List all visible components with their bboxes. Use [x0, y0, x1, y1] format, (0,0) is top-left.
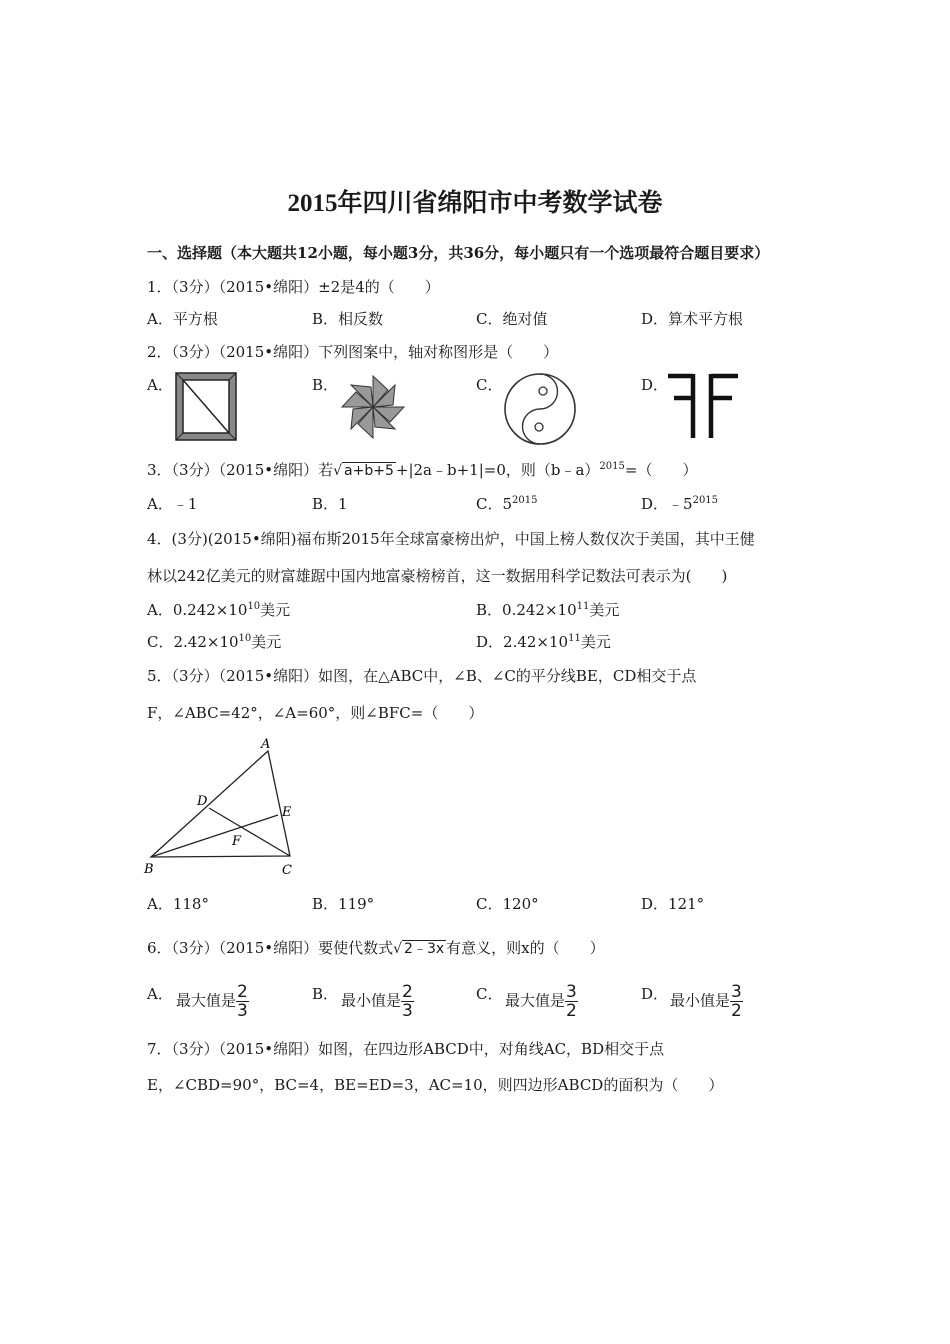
q6-option-b-num: 2	[402, 982, 413, 1002]
q4-option-a-base: A．0.242×10	[147, 601, 248, 619]
q2-stem: 2．（3分）（2015•绵阳）下列图案中，轴对称图形是（ ）	[147, 343, 559, 361]
q5-option-c: C．120°	[476, 895, 539, 913]
label-f: F	[232, 834, 242, 849]
q6-stem-suffix: 有意义，则x的（ ）	[446, 939, 605, 957]
q5-option-d: D．121°	[641, 895, 705, 913]
q4-option-c-unit: 美元	[251, 633, 282, 651]
q2-figure-c-taiji	[502, 372, 578, 446]
q3-stem-prefix: 3．（3分）（2015•绵阳）若	[147, 461, 334, 479]
q4-option-c	[147, 631, 281, 652]
q5-triangle-figure	[140, 735, 310, 880]
q5-line1: 5．（3分）（2015•绵阳）如图，在△ABC中，∠B、∠C的平分线BE，CD相交于点	[147, 667, 697, 685]
q6-option-b-den: 3	[402, 1001, 413, 1021]
q2-option-d: D．	[641, 376, 669, 394]
q3-option-a: A．﹣1	[147, 495, 198, 513]
q4-option-b	[476, 599, 619, 620]
q4-line2: 林以242亿美元的财富雄踞中国内地富豪榜榜首，这一数据用科学记数法可表示为( )	[147, 567, 728, 585]
q6-option-a	[176, 983, 249, 1020]
q4-option-c-base: C．2.42×10	[147, 633, 239, 651]
q2-option-b: B．	[312, 376, 339, 394]
q2-option-c: C．	[476, 376, 503, 394]
q6-option-a-letter: A．	[147, 985, 173, 1003]
q6-option-d-den: 2	[731, 1001, 742, 1021]
q3-option-d-exp: 2015	[692, 495, 719, 506]
label-d: D	[197, 794, 208, 809]
q5-option-a: A．118°	[147, 895, 209, 913]
q1-option-c: C．绝对值	[476, 310, 548, 328]
label-a: A	[261, 737, 271, 752]
q6-option-c-den: 2	[566, 1001, 577, 1021]
q2-figure-a-framed-square	[175, 372, 237, 442]
q6-option-b-fraction	[401, 983, 414, 1020]
q6-option-a-den: 3	[237, 1001, 248, 1021]
q4-option-d-unit: 美元	[580, 633, 611, 651]
q6-radicand: 2﹣3x	[404, 941, 445, 957]
q6-option-b-text: 最小值是	[341, 991, 402, 1010]
q6-option-b	[341, 983, 414, 1020]
q7-line2: E，∠CBD=90°，BC=4，BE=ED=3，AC=10，则四边形ABCD的面积为（ ）	[147, 1076, 724, 1094]
q3-option-c-exp: 2015	[512, 495, 538, 506]
q2-option-a: A．	[147, 376, 173, 394]
q6-option-d-num: 3	[731, 982, 742, 1002]
section-heading: 一、选择题（本大题共12小题，每小题3分，共36分，每小题只有一个选项最符合题目要求）	[147, 244, 770, 262]
q1-option-a: A．平方根	[147, 310, 218, 328]
q5-option-b: B．119°	[312, 895, 375, 913]
q3-stem-suffix: =（ ）	[624, 461, 698, 479]
q6-option-d-letter: D．	[641, 985, 669, 1003]
q1-stem: 1．（3分）（2015•绵阳）±2是4的（ ）	[147, 278, 440, 296]
q3-exponent: 2015	[599, 461, 625, 472]
q1-option-b: B．相反数	[312, 310, 384, 328]
q6-option-a-num: 2	[237, 982, 248, 1002]
q4-option-c-exp: 10	[238, 633, 252, 644]
q6-option-c-text: 最大值是	[505, 991, 566, 1010]
q4-option-b-exp: 11	[576, 601, 590, 612]
triangle-abc	[151, 751, 290, 857]
q4-option-b-unit: 美元	[589, 601, 620, 619]
q4-option-b-base: B．0.242×10	[476, 601, 577, 619]
q6-option-b-letter: B．	[312, 985, 339, 1003]
q6-stem	[147, 937, 605, 958]
q6-option-c-fraction	[565, 983, 578, 1020]
label-c: C	[282, 863, 292, 878]
q6-stem-prefix: 6．（3分）（2015•绵阳）要使代数式	[147, 939, 394, 957]
q3-stem-middle: +|2a﹣b+1|=0，则（b﹣a）	[395, 461, 600, 479]
q3-stem	[147, 459, 697, 480]
q3-sqrt: √ a+b+5	[333, 463, 394, 479]
q4-option-a-exp: 10	[247, 601, 261, 612]
q2-figure-d-double-f	[666, 372, 740, 440]
q6-option-d-fraction	[730, 983, 743, 1020]
label-e: E	[282, 805, 292, 820]
q4-option-d-exp: 11	[568, 633, 581, 644]
q3-option-d	[641, 493, 718, 514]
q6-option-d-text: 最小值是	[670, 991, 731, 1010]
q6-option-c-letter: C．	[476, 985, 503, 1003]
q3-option-b: B．1	[312, 495, 348, 513]
q5-line2: F，∠ABC=42°，∠A=60°，则∠BFC=（ ）	[147, 704, 484, 722]
q1-option-d: D．算术平方根	[641, 310, 744, 328]
q4-option-d	[476, 631, 611, 652]
q6-option-c	[505, 983, 578, 1020]
q4-line1: 4．(3分)(2015•绵阳)福布斯2015年全球富豪榜出炉，中国上榜人数仅次于美国，其中王健	[147, 530, 755, 548]
q4-option-a-unit: 美元	[260, 601, 291, 619]
q6-option-a-text: 最大值是	[176, 991, 237, 1010]
segment-be	[151, 815, 278, 857]
q3-option-c-base: C．5	[476, 495, 513, 513]
q6-option-a-fraction	[236, 983, 249, 1020]
page-title: 2015年四川省绵阳市中考数学试卷	[287, 190, 663, 217]
q3-option-d-base: D．﹣5	[641, 495, 693, 513]
q4-option-a	[147, 599, 290, 620]
q6-option-d	[670, 983, 743, 1020]
q7-line1: 7．（3分）（2015•绵阳）如图，在四边形ABCD中，对角线AC，BD相交于点	[147, 1040, 665, 1058]
q3-option-c	[476, 493, 537, 514]
label-b: B	[144, 862, 154, 877]
q4-option-d-base: D．2.42×10	[476, 633, 569, 651]
q6-sqrt: √ 2﹣3x	[393, 941, 445, 957]
q3-radicand: a+b+5	[344, 463, 394, 479]
q6-option-c-num: 3	[566, 982, 577, 1002]
q2-figure-b-pinwheel	[338, 372, 408, 442]
